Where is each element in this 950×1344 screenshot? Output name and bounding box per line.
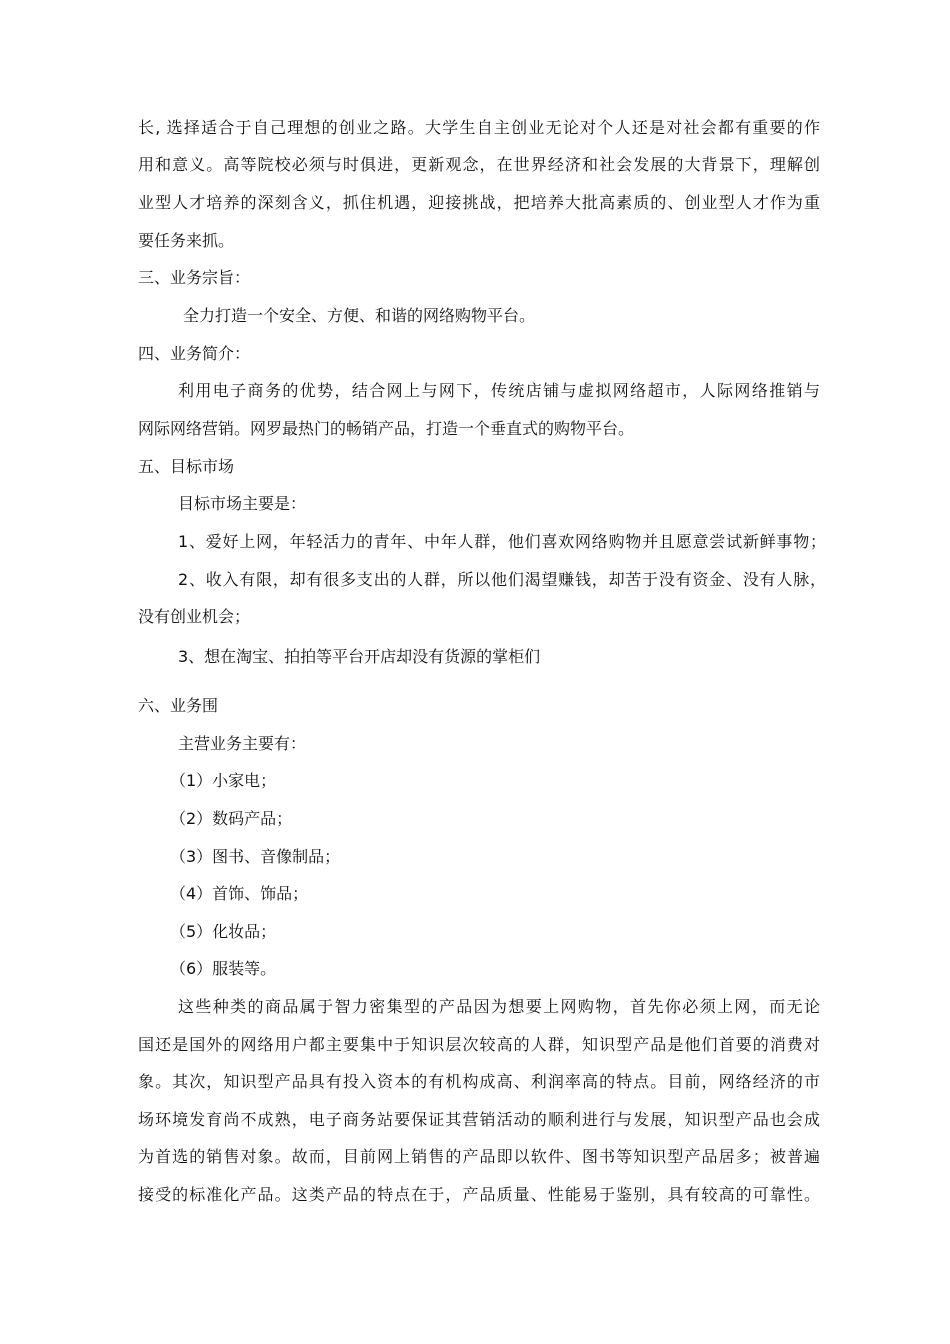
section-heading: 四、业务简介： (138, 344, 251, 363)
text-line: 象。其次，知识型产品具有投入资本的有机构成高、利润率高的特点。目前，网络经济的市 (138, 1072, 820, 1091)
list-item: 1、爱好上网，年轻活力的青年、中年人群，他们喜欢网络购物并且愿意尝试新鲜事物； (178, 532, 826, 551)
list-item: （4）首饰、饰品； (170, 884, 309, 903)
text-line: 业型人才培养的深刻含义，抓住机遇，迎接挑战，把培养大批高素质的、创业型人才作为重 (138, 193, 820, 212)
text-line: 网际网络营销。网罗最热门的畅销产品，打造一个垂直式的购物平台。 (138, 419, 635, 438)
paragraph: 主营业务主要有： (178, 734, 307, 753)
text-line: 用和意义。高等院校必须与时俱进，更新观念，在世界经济和社会发展的大背景下，理解创 (138, 155, 820, 174)
section-heading: 五、目标市场 (138, 457, 235, 476)
section-heading: 三、业务宗旨： (138, 268, 251, 287)
text-line: 没有创业机会； (138, 607, 251, 626)
list-item: （5）化妆品； (170, 922, 277, 941)
text-line: 接受的标准化产品。这类产品的特点在于，产品质量、性能易于鉴别，具有较高的可靠性。 (138, 1185, 820, 1204)
paragraph: 目标市场主要是： (178, 494, 307, 513)
text-line: 场环境发育尚不成熟，电子商务站要保证其营销活动的顺利进行与发展，知识型产品也会成 (138, 1110, 820, 1129)
list-item: （3）图书、音像制品； (170, 847, 341, 866)
list-item: （6）服装等。 (170, 959, 277, 978)
text-line: 要任务来抓。 (138, 231, 235, 250)
list-item: （2）数码产品； (170, 809, 293, 828)
text-line: 国还是国外的网络用户都主要集中于知识层次较高的人群，知识型产品是他们首要的消费对 (138, 1035, 820, 1054)
list-item: （1）小家电； (170, 771, 277, 790)
text-line: 为首选的销售对象。故而，目前网上销售的产品即以软件、图书等知识型产品居多；被普遍 (138, 1147, 820, 1166)
list-item: 3、想在淘宝、拍拍等平台开店却没有货源的掌柜们 (178, 647, 541, 666)
paragraph: 全力打造一个安全、方便、和谐的网络购物平台。 (183, 306, 536, 325)
section-heading: 六、业务围 (138, 696, 219, 715)
text-line: 利用电子商务的优势，结合网上与网下，传统店铺与虚拟网络超市，人际网络推销与 (178, 381, 820, 400)
text-line: 2、收入有限，却有很多支出的人群，所以他们渴望赚钱，却苦于没有资金、没有人脉， (178, 570, 826, 589)
text-line: 这些种类的商品属于智力密集型的产品因为想要上网购物，首先你必须上网，而无论 (178, 997, 820, 1016)
text-line: 长, 选择适合于自己理想的创业之路。大学生自主创业无论对个人还是对社会都有重要的作 (138, 118, 820, 137)
